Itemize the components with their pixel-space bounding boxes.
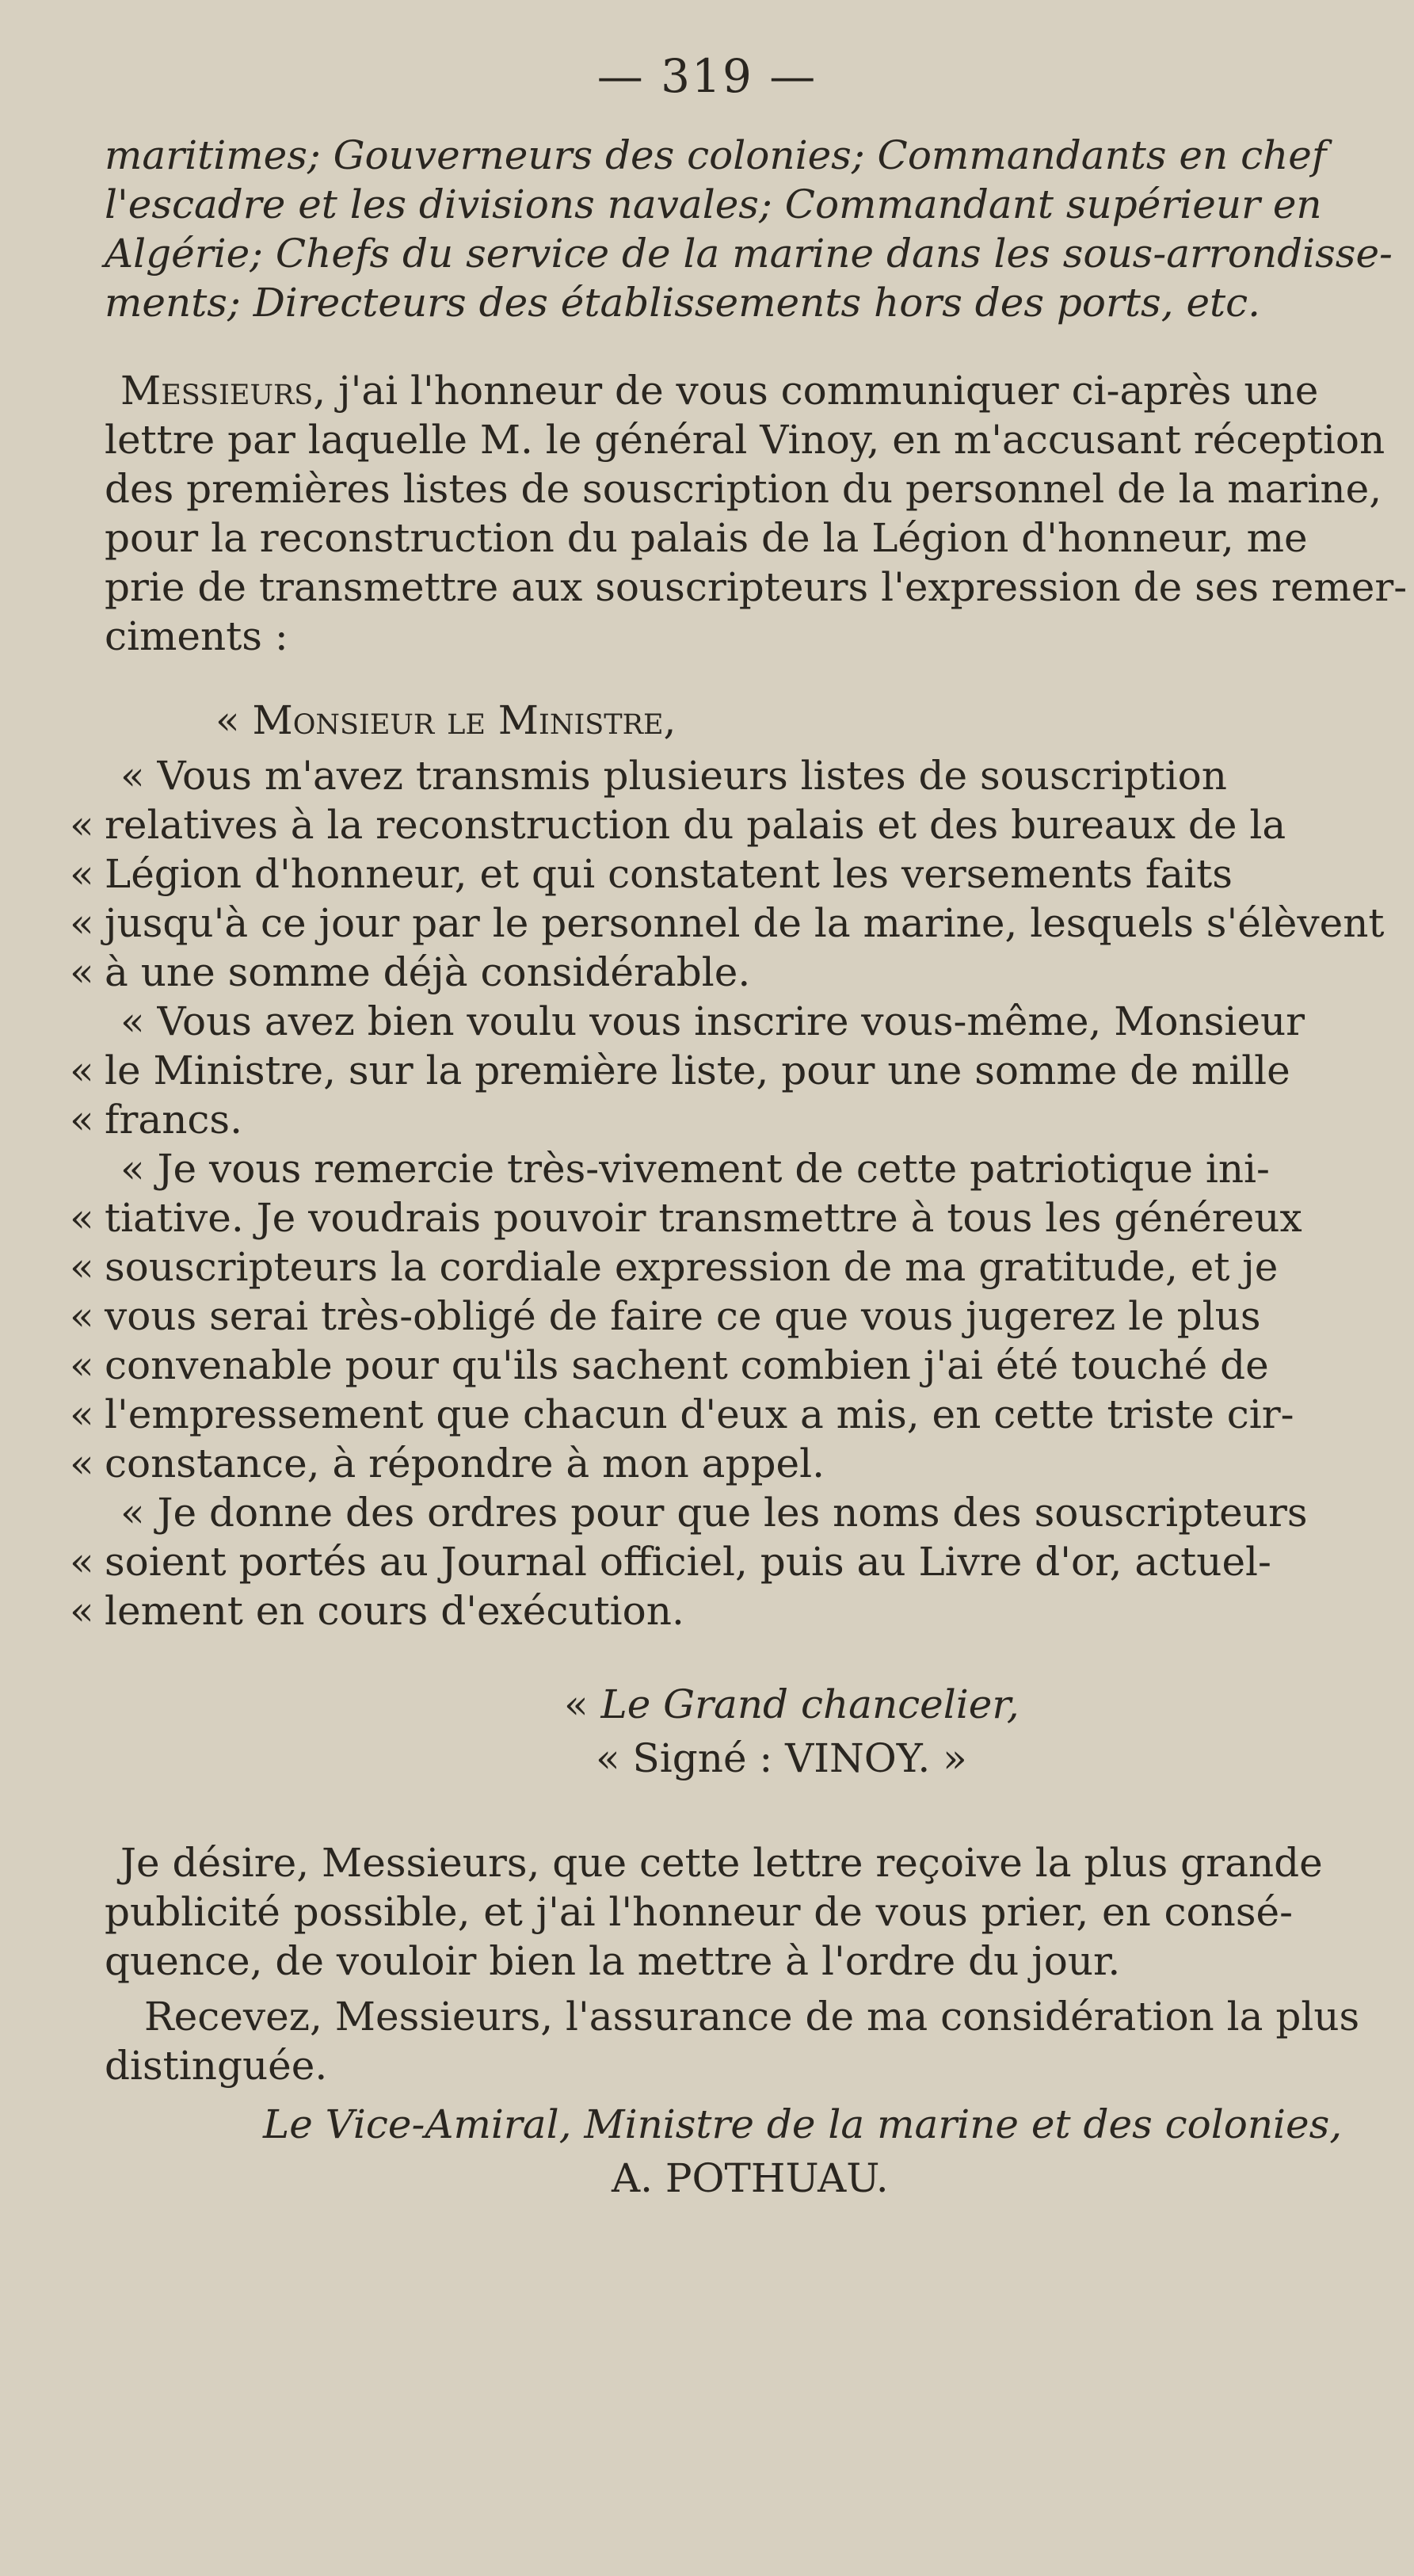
letter-text: « Vous m'avez transmis plusieurs listes de souscription xyxy=(120,753,1227,799)
signature-title-block xyxy=(105,2100,1343,2149)
paragraph-line: pour la reconstruction du palais de la Légion d'honneur, me xyxy=(105,515,1308,561)
quote-mark: « xyxy=(70,1342,94,1388)
letter-line xyxy=(105,1488,1308,1537)
letter-line xyxy=(105,997,1305,1046)
intro-line: maritimes; Gouverneurs des colonies; Commandants en chef xyxy=(105,132,1327,178)
closing-title: Le Grand chancelier, xyxy=(600,1681,1020,1727)
page-number: — 319 — xyxy=(596,49,818,103)
signed-line: « Signé : VINOY. » xyxy=(596,1735,967,1781)
quote-mark: « xyxy=(70,802,94,848)
letter-text: convenable pour qu'ils sachent combien j'ai été touché de xyxy=(105,1342,1269,1388)
letter-line xyxy=(70,1341,1293,1390)
signature-name-block xyxy=(105,2154,1293,2203)
paragraph-line: quence, de vouloir bien la mettre à l'ordre du jour. xyxy=(105,1938,1121,1984)
letter-line xyxy=(70,1586,1293,1635)
letter-closing xyxy=(105,1680,1293,1729)
quote-mark: « xyxy=(70,1195,94,1241)
quote-mark: « xyxy=(70,949,94,995)
letter-line xyxy=(70,1292,1293,1341)
quote-mark: « xyxy=(70,851,94,897)
paragraph-line: prie de transmettre aux souscripteurs l'expression de ses remer- xyxy=(105,564,1408,610)
salutation-text: Monsieur le Ministre, xyxy=(252,697,677,743)
paragraph-line xyxy=(105,366,1319,415)
letter-text: vous serai très-obligé de faire ce que vous jugerez le plus xyxy=(105,1293,1261,1339)
letter-text: « Je donne des ordres pour que les noms des souscripteurs xyxy=(120,1490,1308,1536)
paragraph-publicity xyxy=(105,1838,1323,1986)
letter-line xyxy=(70,1193,1302,1242)
letter-line xyxy=(70,1439,1293,1488)
quote-mark: « xyxy=(70,1391,94,1437)
paragraph-line: ciments : xyxy=(105,613,288,659)
quote-mark: « xyxy=(70,1441,94,1486)
letter-text: Légion d'honneur, et qui constatent les versements faits xyxy=(105,851,1233,897)
letter-text: « Je vous remercie très-vivement de cette patriotique ini- xyxy=(120,1146,1270,1192)
paragraph-regards xyxy=(105,1992,1360,2090)
letter-line xyxy=(70,1390,1294,1439)
letter-line xyxy=(70,849,1293,899)
paragraph-opening xyxy=(105,366,1408,661)
intro-line: Algérie; Chefs du service de la marine dans les sous-arrondisse- xyxy=(105,231,1393,277)
closing-line xyxy=(105,1680,1293,1729)
quote-mark: « xyxy=(70,1293,94,1339)
letter-text: jusqu'à ce jour par le personnel de la marine, lesquels s'élèvent xyxy=(105,900,1385,946)
paragraph-line: Recevez, Messieurs, l'assurance de ma considération la plus xyxy=(144,1994,1360,2040)
letter-line xyxy=(70,899,1385,948)
letter-line xyxy=(70,1095,1293,1144)
paragraph-line: distinguée. xyxy=(105,2043,328,2089)
letter-line xyxy=(70,800,1293,849)
letter-text: soient portés au Journal officiel, puis au Livre d'or, actuel- xyxy=(105,1539,1271,1585)
paragraph-line: des premières listes de souscription du personnel de la marine, xyxy=(105,466,1382,512)
quote-mark: « xyxy=(564,1681,589,1727)
letter-line xyxy=(105,1144,1293,1193)
signature-title: Le Vice-Amiral, Ministre de la marine et des colonies, xyxy=(263,2101,1343,2147)
letter-line xyxy=(70,1242,1293,1292)
letter-text: francs. xyxy=(105,1097,242,1143)
letter-line xyxy=(70,1537,1293,1586)
letter-text: le Ministre, sur la première liste, pour une somme de mille xyxy=(105,1048,1290,1093)
letter-salutation xyxy=(105,696,1293,745)
intro-addressees xyxy=(105,131,1393,327)
letter-text: à une somme déjà considérable. xyxy=(105,949,751,995)
quote-mark: « xyxy=(70,900,94,946)
letter-body xyxy=(70,751,1385,1635)
paragraph-line: publicité possible, et j'ai l'honneur de vous prier, en consé- xyxy=(105,1889,1293,1935)
letter-text: relatives à la reconstruction du palais et des bureaux de la xyxy=(105,802,1286,848)
intro-line: ments; Directeurs des établissements hors des ports, etc. xyxy=(105,280,1261,326)
quote-mark: « xyxy=(215,697,240,743)
signature-name: A. POTHUAU. xyxy=(612,2155,889,2201)
letter-text: constance, à répondre à mon appel. xyxy=(105,1441,825,1486)
letter-line xyxy=(105,751,1293,800)
letter-text: « Vous avez bien voulu vous inscrire vous-même, Monsieur xyxy=(120,998,1305,1044)
letter-line xyxy=(70,1046,1293,1095)
letter-text: lement en cours d'exécution. xyxy=(105,1588,684,1634)
quote-mark: « xyxy=(70,1588,94,1634)
letter-text: tiative. Je voudrais pouvoir transmettre à tous les généreux xyxy=(105,1195,1302,1241)
quote-mark: « xyxy=(70,1097,94,1143)
salutation-line xyxy=(105,696,1293,745)
paragraph-line: lettre par laquelle M. le général Vinoy, en m'accusant réception xyxy=(105,417,1385,463)
letter-line xyxy=(70,948,1293,997)
letter-signed xyxy=(105,1734,1293,1783)
quote-mark: « xyxy=(70,1244,94,1290)
intro-line: l'escadre et les divisions navales; Commandant supérieur en xyxy=(105,181,1322,227)
letter-text: l'empressement que chacun d'eux a mis, en cette triste cir- xyxy=(105,1391,1294,1437)
letter-text: souscripteurs la cordiale expression de ma gratitude, et je xyxy=(105,1244,1279,1290)
salutation-lead: Messieurs xyxy=(120,368,314,414)
paragraph-text: , j'ai l'honneur de vous communiquer ci-après une xyxy=(313,368,1319,414)
quote-mark: « xyxy=(70,1048,94,1093)
quote-mark: « xyxy=(70,1539,94,1585)
paragraph-line: Je désire, Messieurs, que cette lettre reçoive la plus grande xyxy=(120,1840,1323,1886)
